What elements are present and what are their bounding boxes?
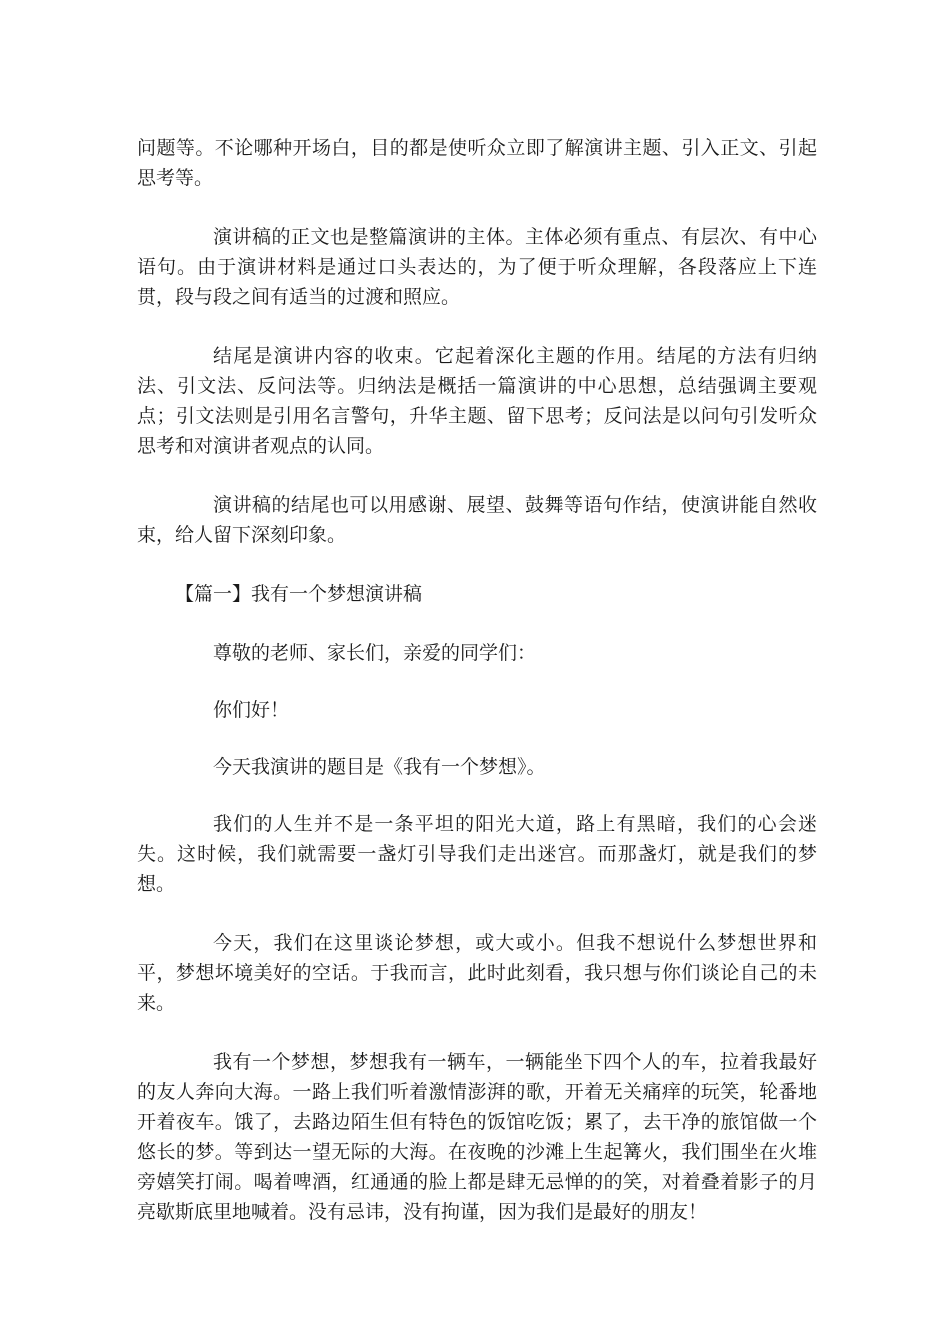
speech-paragraph: 我有一个梦想，梦想我有一辆车，一辆能坐下四个人的车，拉着我最好的友人奔向大海。一路上我们听着激情澎湃的歌，开着无关痛痒的玩笑，轮番地开着夜车。饿了，去路边陌生但有特色的饭馆吃饭；累了，去干净的旅馆做一个悠长的梦。等到达一望无际的大海。在夜晚的沙滩上生起篝火，我们围坐在火堆旁嬉笑打闹。喝着啤酒，红通通的脸上都是肆无忌惮的的笑，对着叠着影子的月亮歇斯底里地喊着。没有忌讳，没有拘谨，因为我们是最好的朋友！ [137, 1051, 817, 1223]
speech-paragraph: 我们的人生并不是一条平坦的阳光大道，路上有黑暗，我们的心会迷失。这时候，我们就需要一盏灯引导我们走出迷宫。而那盏灯，就是我们的梦想。 [137, 813, 817, 895]
speech-greeting: 你们好！ [213, 699, 290, 721]
paragraph-body-section: 演讲稿的正文也是整篇演讲的主体。主体必须有重点、有层次、有中心语句。由于演讲材料是通过口头表达的，为了便于听众理解，各段落应上下连贯，段与段之间有适当的过渡和照应。 [137, 226, 817, 308]
section-heading: 【篇一】我有一个梦想演讲稿 [175, 583, 423, 605]
document-body [137, 133, 817, 1256]
paragraph-opening-continued: 问题等。不论哪种开场白，目的都是使听众立即了解演讲主题、引入正文、引起思考等。 [137, 137, 817, 189]
speech-paragraph: 今天，我们在这里谈论梦想，或大或小。但我不想说什么梦想世界和平，梦想坏境美好的空话。于我而言，此时此刻看，我只想与你们谈论自己的未来。 [137, 932, 817, 1014]
speech-title-line: 今天我演讲的题目是《我有一个梦想》。 [213, 756, 546, 778]
speech-salutation: 尊敬的老师、家长们，亲爱的同学们： [213, 642, 537, 664]
paragraph-ending-closing: 演讲稿的结尾也可以用感谢、展望、鼓舞等语句作结，使演讲能自然收束，给人留下深刻印象。 [137, 494, 817, 546]
paragraph-ending-methods: 结尾是演讲内容的收束。它起着深化主题的作用。结尾的方法有归纳法、引文法、反问法等。归纳法是概括一篇演讲的中心思想，总结强调主要观点；引文法则是引用名言警句，升华主题、留下思考；反问法是以问句引发听众思考和对演讲者观点的认同。 [137, 345, 817, 457]
